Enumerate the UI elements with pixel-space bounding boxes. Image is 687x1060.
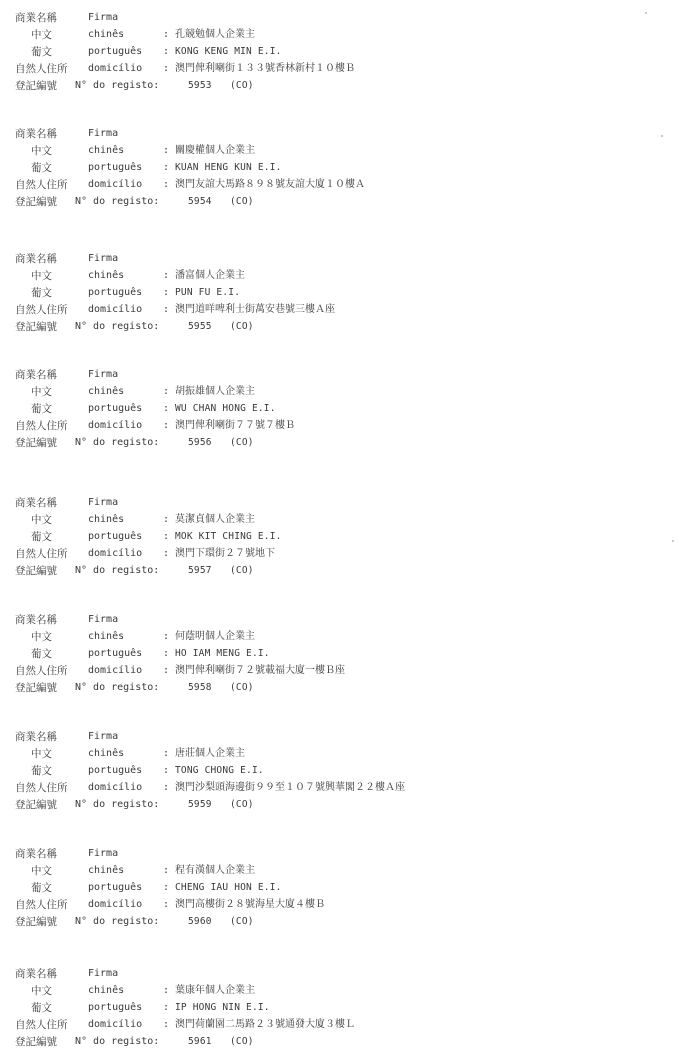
name-label-pt: Firma [88,12,119,23]
colon: : [163,882,170,893]
colon: : [163,865,170,876]
portuguese-label-pt: português [88,765,143,776]
domicile-value: 澳門俾利喇街１３３號香林新村１０樓Ｂ [175,63,355,74]
colon: : [163,287,170,298]
chinese-label-pt: chinês [88,985,125,996]
domicile-value: 澳門下環街２７號地下 [175,548,275,559]
domicile-label-zh: 自然人住所 [15,420,68,432]
colon: : [163,548,170,559]
scan-speck [672,540,674,542]
chinese-value: 胡振雄個人企業主 [175,386,255,397]
domicile-label-pt: domicílio [88,1019,143,1030]
domicile-label-pt: domicílio [88,420,143,431]
name-label-zh: 商業名稱 [15,369,57,381]
reg-value: 5954 [188,196,212,207]
portuguese-label-pt: português [88,1002,143,1013]
registry-entry [0,367,687,457]
colon: : [163,403,170,414]
portuguese-label-zh: 葡文 [31,882,52,894]
name-label-pt: Firma [88,253,119,264]
name-label-pt: Firma [88,848,119,859]
portuguese-value: PUN FU E.I. [175,287,241,298]
name-label-pt: Firma [88,614,119,625]
domicile-label-pt: domicílio [88,63,143,74]
domicile-label-pt: domicílio [88,548,143,559]
portuguese-value: MOK KIT CHING E.I. [175,531,282,542]
portuguese-label-zh: 葡文 [31,46,52,58]
portuguese-label-pt: português [88,403,143,414]
registry-entry [0,126,687,216]
domicile-value: 澳門荷蘭園二馬路２３號通發大廈３樓Ｌ [175,1019,355,1030]
domicile-label-zh: 自然人住所 [15,304,68,316]
colon: : [163,179,170,190]
colon: : [163,420,170,431]
chinese-label-pt: chinês [88,29,125,40]
portuguese-label-pt: português [88,162,143,173]
portuguese-value: KUAN HENG KUN E.I. [175,162,282,173]
colon: : [163,63,170,74]
name-label-zh: 商業名稱 [15,128,57,140]
domicile-value: 澳門俾利喇街７２號載福大廈一樓Ｂ座 [175,665,345,676]
name-label-pt: Firma [88,497,119,508]
registry-entry [0,10,687,100]
chinese-value: 葉康年個人企業主 [175,985,255,996]
chinese-label-zh: 中文 [31,270,52,282]
reg-label-zh: 登記編號 [15,682,57,694]
colon: : [163,46,170,57]
portuguese-value: IP HONG NIN E.I. [175,1002,270,1013]
chinese-label-pt: chinês [88,631,125,642]
colon: : [163,514,170,525]
portuguese-label-pt: português [88,648,143,659]
reg-suffix: (CO) [230,321,254,332]
colon: : [163,29,170,40]
reg-suffix: (CO) [230,565,254,576]
domicile-label-zh: 自然人住所 [15,782,68,794]
chinese-label-zh: 中文 [31,145,52,157]
name-label-pt: Firma [88,731,119,742]
chinese-value: 莫潔貞個人企業主 [175,514,255,525]
reg-label-pt: N° do registo: [75,80,160,91]
chinese-label-pt: chinês [88,270,125,281]
chinese-value: 唐莊個人企業主 [175,748,245,759]
portuguese-label-zh: 葡文 [31,287,52,299]
domicile-label-zh: 自然人住所 [15,665,68,677]
domicile-label-pt: domicílio [88,665,143,676]
domicile-label-zh: 自然人住所 [15,1019,68,1031]
name-label-pt: Firma [88,128,119,139]
registry-entry [0,251,687,341]
colon: : [163,162,170,173]
portuguese-label-zh: 葡文 [31,403,52,415]
domicile-value: 澳門沙梨頭海邊街９９至１０７號興華閣２２樓Ａ座 [175,782,405,793]
reg-value: 5961 [188,1036,212,1047]
chinese-label-zh: 中文 [31,985,52,997]
domicile-label-pt: domicílio [88,179,143,190]
chinese-label-pt: chinês [88,514,125,525]
domicile-value: 澳門高樓街２８號海星大廈４樓Ｂ [175,899,325,910]
colon: : [163,270,170,281]
colon: : [163,748,170,759]
reg-suffix: (CO) [230,916,254,927]
reg-label-pt: N° do registo: [75,196,160,207]
reg-label-pt: N° do registo: [75,437,160,448]
colon: : [163,531,170,542]
registry-entry [0,495,687,585]
reg-label-pt: N° do registo: [75,682,160,693]
colon: : [163,665,170,676]
chinese-label-zh: 中文 [31,386,52,398]
chinese-label-pt: chinês [88,145,125,156]
reg-value: 5958 [188,682,212,693]
domicile-label-zh: 自然人住所 [15,63,68,75]
colon: : [163,1002,170,1013]
colon: : [163,648,170,659]
portuguese-label-zh: 葡文 [31,648,52,660]
chinese-value: 程有漢個人企業主 [175,865,255,876]
reg-value: 5960 [188,916,212,927]
domicile-label-pt: domicílio [88,782,143,793]
reg-label-pt: N° do registo: [75,565,160,576]
chinese-value: 何蔭明個人企業主 [175,631,255,642]
reg-label-zh: 登記編號 [15,321,57,333]
scan-speck [661,135,663,137]
reg-label-zh: 登記編號 [15,196,57,208]
colon: : [163,631,170,642]
portuguese-value: TONG CHONG E.I. [175,765,264,776]
chinese-label-pt: chinês [88,865,125,876]
name-label-zh: 商業名稱 [15,968,57,980]
chinese-label-zh: 中文 [31,865,52,877]
portuguese-label-pt: português [88,287,143,298]
registry-entry [0,729,687,819]
portuguese-value: HO IAM MENG E.I. [175,648,270,659]
portuguese-label-zh: 葡文 [31,162,52,174]
reg-suffix: (CO) [230,682,254,693]
reg-suffix: (CO) [230,799,254,810]
reg-label-zh: 登記編號 [15,565,57,577]
name-label-zh: 商業名稱 [15,848,57,860]
reg-label-pt: N° do registo: [75,799,160,810]
chinese-label-zh: 中文 [31,514,52,526]
portuguese-label-zh: 葡文 [31,765,52,777]
name-label-zh: 商業名稱 [15,614,57,626]
domicile-value: 澳門友誼大馬路８９８號友誼大廈１０樓Ａ [175,179,365,190]
colon: : [163,899,170,910]
portuguese-value: CHENG IAU HON E.I. [175,882,282,893]
scan-speck [645,12,647,14]
reg-label-zh: 登記編號 [15,80,57,92]
domicile-label-zh: 自然人住所 [15,899,68,911]
colon: : [163,782,170,793]
colon: : [163,304,170,315]
domicile-label-zh: 自然人住所 [15,548,68,560]
chinese-label-pt: chinês [88,748,125,759]
registry-entry [0,966,687,1056]
reg-value: 5959 [188,799,212,810]
colon: : [163,985,170,996]
portuguese-label-zh: 葡文 [31,531,52,543]
reg-value: 5953 [188,80,212,91]
reg-value: 5955 [188,321,212,332]
reg-suffix: (CO) [230,196,254,207]
reg-label-zh: 登記編號 [15,799,57,811]
portuguese-value: WU CHAN HONG E.I. [175,403,276,414]
reg-value: 5956 [188,437,212,448]
portuguese-value: KONG KENG MIN E.I. [175,46,282,57]
name-label-pt: Firma [88,968,119,979]
reg-label-zh: 登記編號 [15,437,57,449]
name-label-zh: 商業名稱 [15,12,57,24]
reg-suffix: (CO) [230,1036,254,1047]
reg-value: 5957 [188,565,212,576]
registry-entry [0,846,687,936]
chinese-label-zh: 中文 [31,631,52,643]
colon: : [163,1019,170,1030]
portuguese-label-pt: português [88,531,143,542]
reg-label-pt: N° do registo: [75,1036,160,1047]
name-label-zh: 商業名稱 [15,497,57,509]
chinese-label-pt: chinês [88,386,125,397]
domicile-label-pt: domicílio [88,304,143,315]
name-label-zh: 商業名稱 [15,731,57,743]
reg-suffix: (CO) [230,80,254,91]
portuguese-label-zh: 葡文 [31,1002,52,1014]
reg-label-pt: N° do registo: [75,916,160,927]
domicile-label-pt: domicílio [88,899,143,910]
domicile-label-zh: 自然人住所 [15,179,68,191]
reg-label-zh: 登記編號 [15,916,57,928]
registry-entry [0,612,687,702]
portuguese-label-pt: português [88,882,143,893]
name-label-zh: 商業名稱 [15,253,57,265]
colon: : [163,765,170,776]
domicile-value: 澳門道咩啤利士街萬安巷號三樓Ａ座 [175,304,335,315]
chinese-label-zh: 中文 [31,29,52,41]
portuguese-label-pt: português [88,46,143,57]
chinese-value: 孔競勉個人企業主 [175,29,255,40]
chinese-label-zh: 中文 [31,748,52,760]
colon: : [163,145,170,156]
reg-label-zh: 登記編號 [15,1036,57,1048]
chinese-value: 潘富個人企業主 [175,270,245,281]
colon: : [163,386,170,397]
reg-label-pt: N° do registo: [75,321,160,332]
domicile-value: 澳門俾利喇街７７號７樓Ｂ [175,420,295,431]
chinese-value: 關慶權個人企業主 [175,145,255,156]
reg-suffix: (CO) [230,437,254,448]
name-label-pt: Firma [88,369,119,380]
